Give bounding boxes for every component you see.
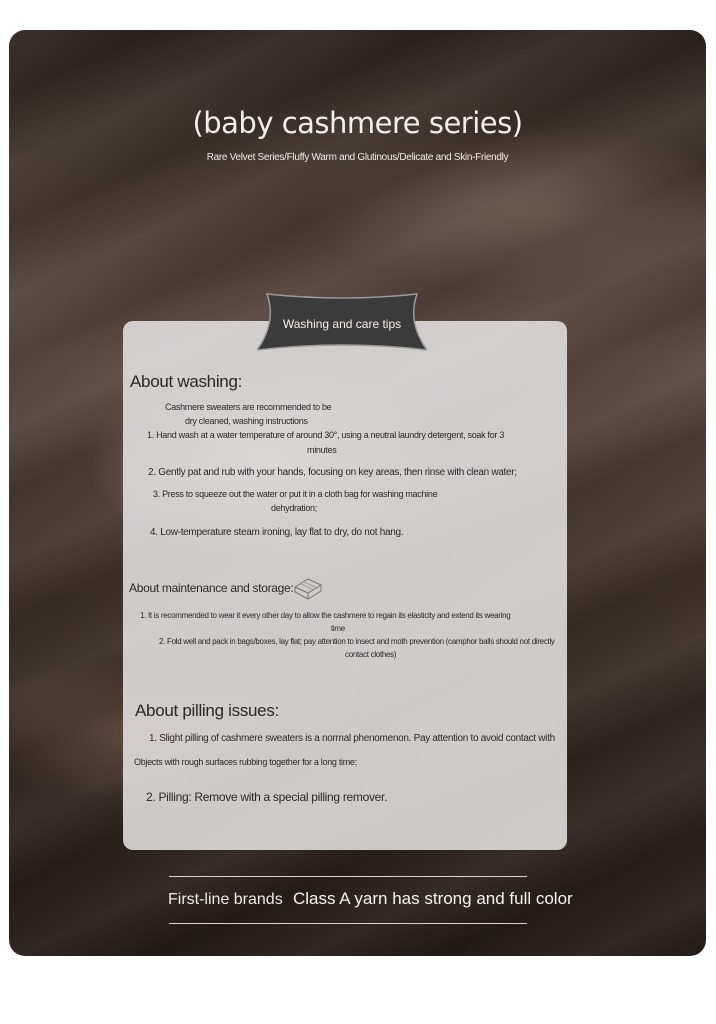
washing-intro-line2: dry cleaned, washing instructions xyxy=(185,416,308,426)
footer-divider-bottom xyxy=(169,923,527,924)
washing-item1-line2: minutes xyxy=(307,445,337,455)
washing-item4: 4. Low-temperature steam ironing, lay flat to dry, do not hang. xyxy=(150,527,404,538)
folded-clothes-icon xyxy=(292,573,324,601)
storage-item1-line1: 1. It is recommended to wear it every other day to allow the cashmere to regain its elasticity and extend its wearing xyxy=(140,611,511,620)
page-title: (baby cashmere series) xyxy=(192,106,523,140)
washing-heading: About washing: xyxy=(130,372,243,391)
footer-quality-label: Class A yarn has strong and full color xyxy=(293,889,573,908)
washing-item3-line2: dehydration; xyxy=(271,503,317,513)
footer-divider-top xyxy=(169,876,527,877)
care-tips-tab-label: Washing and care tips xyxy=(282,317,402,331)
washing-item1-line1: 1. Hand wash at a water temperature of around 30°, using a neutral laundry detergent, soak for 3 xyxy=(147,430,505,440)
storage-item1-line2: time xyxy=(331,624,345,633)
pilling-item2: 2. Pilling: Remove with a special pilling remover. xyxy=(146,790,388,804)
page-subtitle: Rare Velvet Series/Fluffy Warm and Glutinous/Delicate and Skin-Friendly xyxy=(206,152,509,163)
footer-brand-label: First-line brands xyxy=(168,891,283,908)
storage-item2-line2: contact clothes) xyxy=(345,650,397,659)
storage-heading: About maintenance and storage: xyxy=(129,581,294,595)
pilling-heading: About pilling issues: xyxy=(135,701,279,720)
washing-item3-line1: 3. Press to squeeze out the water or put it in a cloth bag for washing machine xyxy=(153,489,438,499)
pilling-item1-line1: 1. Slight pilling of cashmere sweaters is a normal phenomenon. Pay attention to avoid contact with xyxy=(149,733,555,744)
washing-item2: 2. Gently pat and rub with your hands, focusing on key areas, then rinse with clean water; xyxy=(148,467,517,478)
cashmere-background xyxy=(9,30,706,956)
pilling-item1-line2: Objects with rough surfaces rubbing together for a long time; xyxy=(134,757,357,767)
washing-intro-line1: Cashmere sweaters are recommended to be xyxy=(165,402,332,412)
storage-item2-line1: 2. Fold well and pack in bags/boxes, lay flat; pay attention to insect and moth prevention (camphor balls should not directly xyxy=(159,637,555,646)
